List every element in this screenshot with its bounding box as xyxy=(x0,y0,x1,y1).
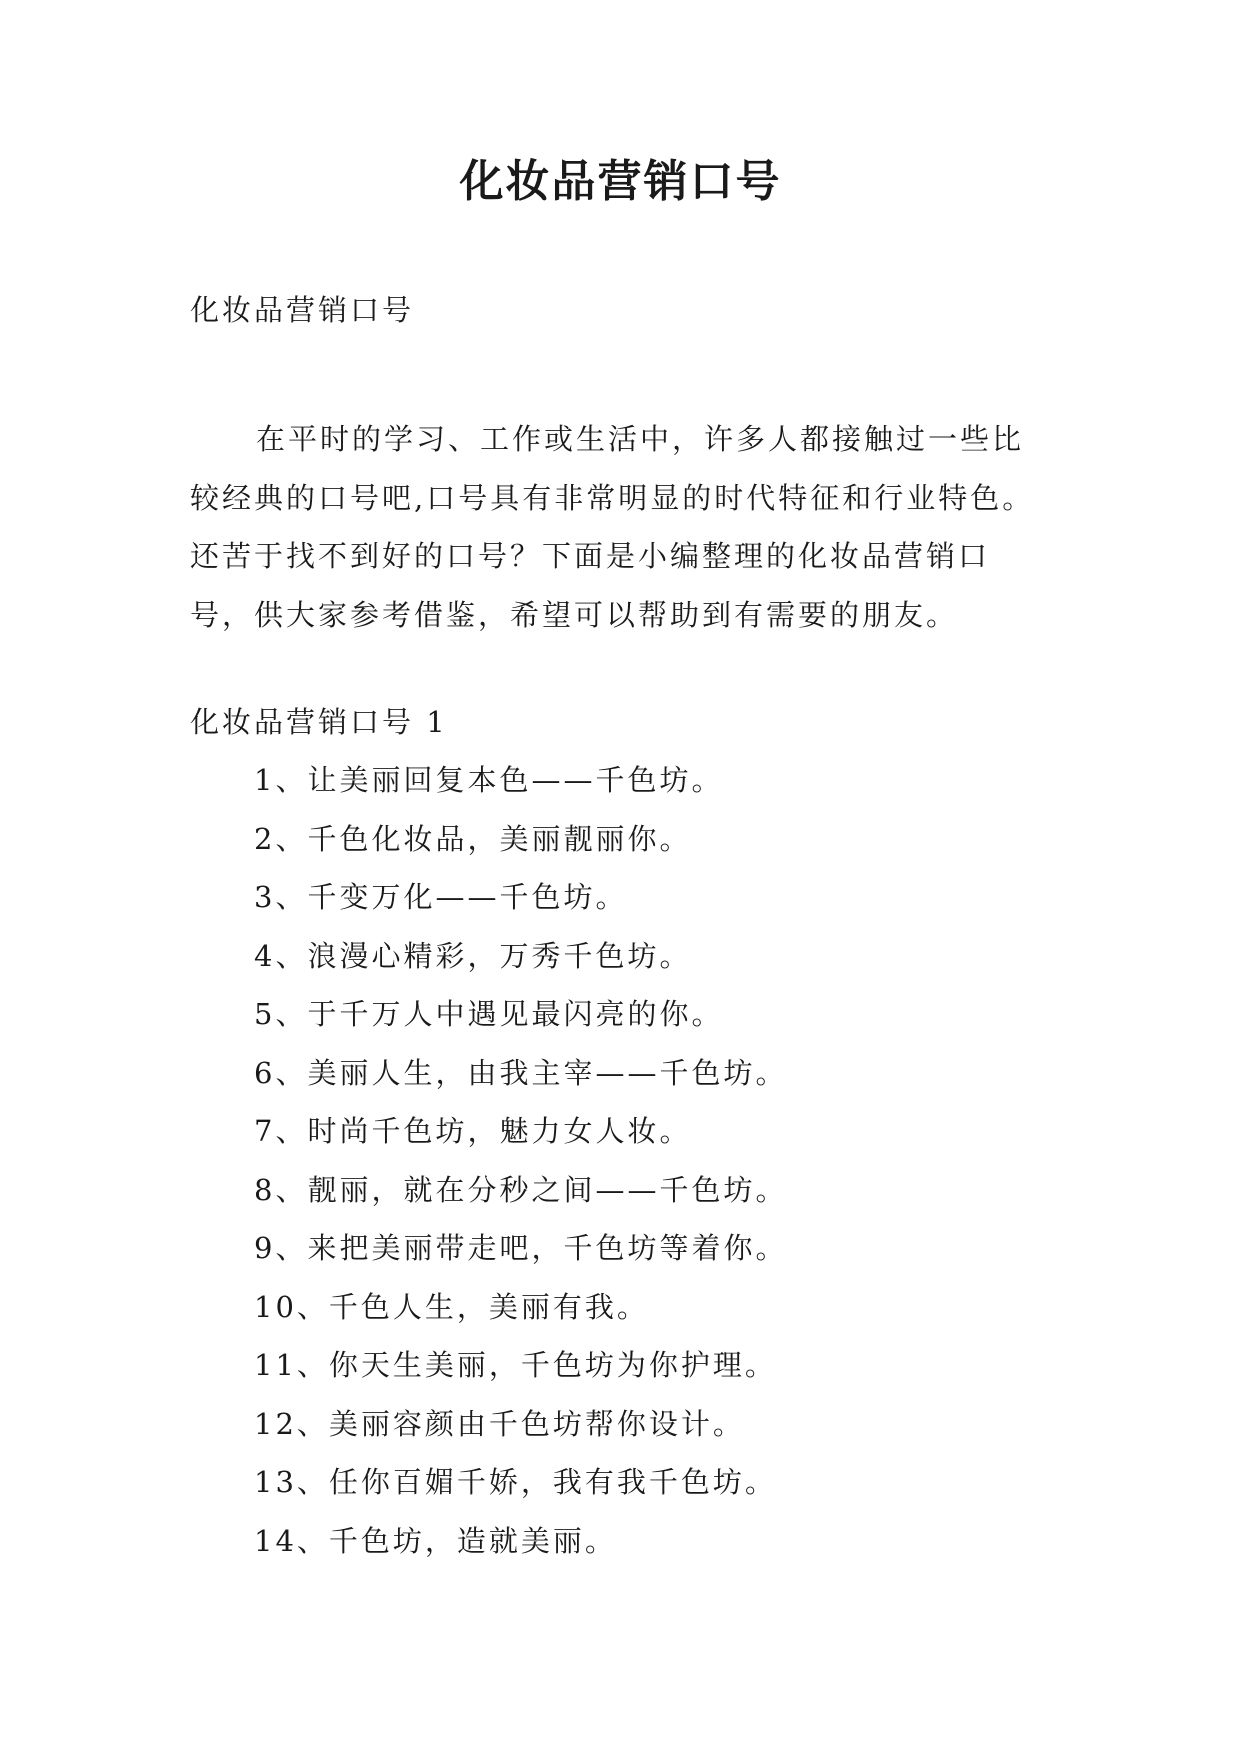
slogan-item: 14、千色坊，造就美丽。 xyxy=(254,1523,617,1558)
slogan-item: 3、千变万化——千色坊。 xyxy=(254,880,628,914)
slogan-item: 4、浪漫心精彩，万秀千色坊。 xyxy=(254,938,692,973)
slogan-item: 13、任你百媚千娇，我有我千色坊。 xyxy=(254,1465,777,1499)
document-subtitle: 化妆品营销口号 xyxy=(190,293,415,327)
slogan-item: 2、千色化妆品，美丽靓丽你。 xyxy=(254,821,692,856)
slogan-item: 10、千色人生，美丽有我。 xyxy=(254,1289,649,1324)
slogan-item: 12、美丽容颜由千色坊帮你设计。 xyxy=(254,1406,745,1441)
intro-paragraph: 在平时的学习、工作或生活中，许多人都接触过一些比较经典的口号吧,口号具有非常明显的时代特征和行业特色。还苦于找不到好的口号？下面是小编整理的化妆品营销口号，供大家参考借鉴，希望可以帮助到有需要的朋友。 xyxy=(190,422,1035,632)
slogan-item: 6、美丽人生，由我主宰——千色坊。 xyxy=(254,1055,788,1090)
document-title: 化妆品营销口号 xyxy=(459,156,782,207)
slogan-item: 9、来把美丽带走吧，千色坊等着你。 xyxy=(254,1231,788,1265)
slogan-item: 5、于千万人中遇见最闪亮的你。 xyxy=(254,997,724,1031)
slogan-item: 11、你天生美丽，千色坊为你护理。 xyxy=(254,1348,777,1382)
slogan-item: 1、让美丽回复本色——千色坊。 xyxy=(254,763,724,797)
section-heading: 化妆品营销口号 1 xyxy=(190,705,448,739)
slogan-item: 8、靓丽，就在分秒之间——千色坊。 xyxy=(254,1172,788,1207)
slogan-item: 7、时尚千色坊，魅力女人妆。 xyxy=(254,1114,692,1148)
slogan-list xyxy=(254,760,787,1579)
